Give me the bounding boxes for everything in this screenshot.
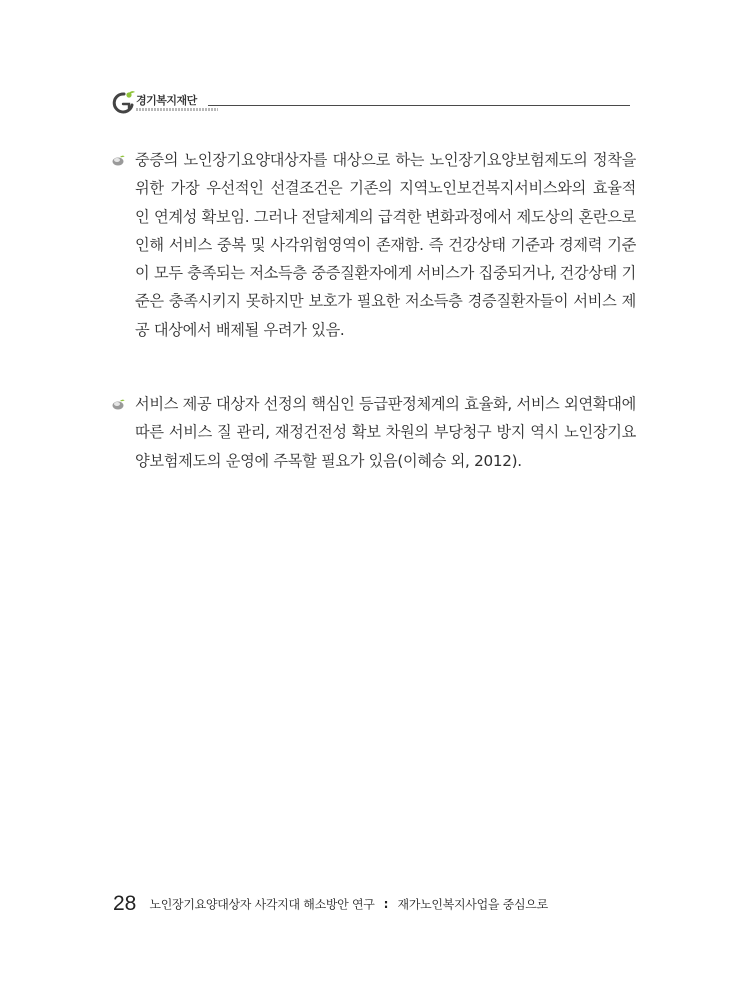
- page-header: [112, 88, 630, 122]
- bullet-text-1: 중증의 노인장기요양대상자를 대상으로 하는 노인장기요양보험제도의 정착을 위한 가장 우선적인 선결조건은 기존의 지역노인보건복지서비스와의 효율적인 연계성 확보임. 그러나 전달체계의 급격한 변화과정에서 제도상의 혼란으로 인해 서비스 중복 및 사각위험영역이 존재함. 즉 건강상태 기준과 경제력 기준이 모두 충족되는 저소득층 중증질환자에게 서비스가 집중되거나, 건강상태 기준은 충족시키지 못하지만 보호가 필요한 저소득층 경증질환자들이 서비스 제공 대상에서 배제될 우려가 있음.: [135, 151, 636, 339]
- foundation-logo-icon: [112, 90, 136, 116]
- bullet-icon: [112, 399, 125, 410]
- bullet-icon: [112, 155, 125, 166]
- org-name: 경기복지재단: [136, 94, 197, 107]
- org-name-english-decoration: [136, 108, 218, 111]
- bullet-paragraph-1: [112, 146, 636, 344]
- bullet-paragraph-2: [112, 390, 636, 475]
- header-divider: [208, 105, 630, 106]
- footer-subtitle: 재가노인복지사업을 중심으로: [397, 897, 548, 912]
- body-content: [112, 146, 636, 521]
- page-footer: [113, 892, 548, 916]
- footer-separator: :: [383, 897, 389, 911]
- bullet-text-2: 서비스 제공 대상자 선정의 핵심인 등급판정체계의 효율화, 서비스 외연확대에 따른 서비스 질 관리, 재정건전성 확보 차원의 부당청구 방지 역시 노인장기요양보험제도의 운영에 주목할 필요가 있음(이혜승 외, 2012).: [135, 395, 636, 470]
- footer-title: 노인장기요양대상자 사각지대 해소방안 연구: [149, 897, 375, 912]
- page-number: 28: [113, 892, 137, 915]
